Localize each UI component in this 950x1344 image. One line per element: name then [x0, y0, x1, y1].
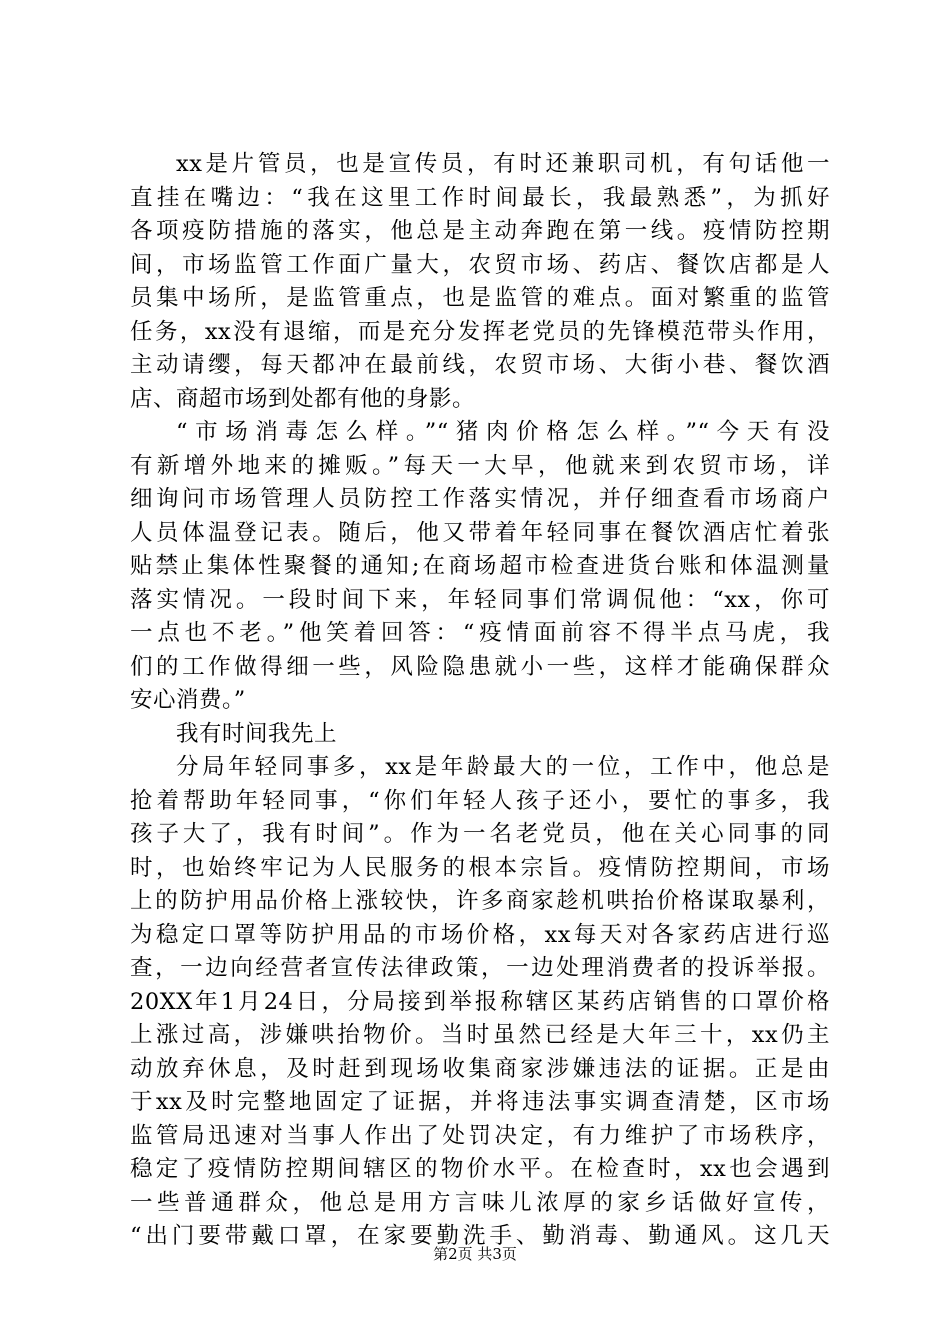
paragraph-line: xx是片管员，也是宣传员，有时还兼职司机，有句话他一	[176, 151, 830, 177]
paragraph-line: 上的防护用品价格上涨较快，许多商家趁机哄抬价格谋取暴利，	[130, 888, 830, 914]
paragraph-line: 抢着帮助年轻同事，“你们年轻人孩子还小，要忙的事多，我	[130, 787, 830, 814]
paragraph-line: 监管局迅速对当事人作出了处罚决定，有力维护了市场秩序，	[130, 1122, 830, 1149]
paragraph-line: 分局年轻同事多，xx是年龄最大的一位，工作中，他总是	[176, 754, 830, 780]
paragraph-line: 时，也始终牢记为人民服务的根本宗旨。疫情防控期间，市场	[130, 854, 830, 881]
paragraph-line: 直挂在嘴边：“我在这里工作时间最长，我最熟悉”，为抓好	[130, 184, 830, 211]
paragraph-line: 一点也不老。”他笑着回答：“疫情面前容不得半点马虎，我	[130, 620, 830, 646]
page-number-footer: 第2页 共3页	[433, 1245, 517, 1263]
paragraph-line: 人员体温登记表。随后，他又带着年轻同事在餐饮酒店忙着张	[130, 519, 830, 546]
paragraph-line: 各项疫防措施的落实，他总是主动奔跑在第一线。疫情防控期	[130, 218, 830, 244]
paragraph-line: 查，一边向经营者宣传法律政策，一边处理消费者的投诉举报。	[130, 955, 830, 981]
paragraph-line: 落实情况。一段时间下来，年轻同事们常调侃他：“xx，你可	[130, 586, 830, 613]
article-body	[130, 148, 830, 1254]
paragraph-line: 贴禁止集体性聚餐的通知;在商场超市检查进货台账和体温测量	[130, 553, 830, 579]
paragraph-line: 间，市场监管工作面广量大，农贸市场、药店、餐饮店都是人	[130, 251, 830, 278]
paragraph-line: 细询问市场管理人员防控工作落实情况，并仔细查看市场商户	[130, 486, 830, 512]
paragraph-line: 稳定了疫情防控期间辖区的物价水平。在检查时，xx也会遇到	[130, 1156, 830, 1182]
paragraph-line: 任务，xx没有退缩，而是充分发挥老党员的先锋模范带头作用，	[130, 318, 830, 345]
paragraph-line: 为稳定口罩等防护用品的市场价格，xx每天对各家药店进行巡	[130, 921, 830, 948]
paragraph-line: 有新增外地来的摊贩。”每天一大早，他就来到农贸市场，详	[130, 452, 830, 479]
paragraph-line: “出门要带戴口罩，在家要勤洗手、勤消毒、勤通风。这几天	[130, 1223, 830, 1249]
paragraph-line: 孩子大了，我有时间”。作为一名老党员，他在关心同事的同	[130, 821, 830, 847]
paragraph-line: 于xx及时完整地固定了证据，并将违法事实调查清楚，区市场	[130, 1089, 830, 1115]
paragraph-line: 一些普通群众，他总是用方言味儿浓厚的家乡话做好宣传，	[130, 1189, 830, 1216]
paragraph-line: 安心消费。”	[130, 687, 246, 713]
paragraph-line: 员集中场所，是监管重点，也是监管的难点。面对繁重的监管	[130, 285, 830, 311]
paragraph-line: 们的工作做得细一些，风险隐患就小一些，这样才能确保群众	[130, 653, 830, 680]
paragraph-line: 上涨过高，涉嫌哄抬物价。当时虽然已经是大年三十，xx仍主	[130, 1022, 830, 1048]
paragraph-line: 主动请缨，每天都冲在最前线，农贸市场、大街小巷、餐饮酒	[130, 352, 830, 378]
paragraph-line: 20XX年1月24日，分局接到举报称辖区某药店销售的口罩价格	[130, 988, 830, 1015]
paragraph-line: 店、商超市场到处都有他的身影。	[130, 385, 476, 412]
section-heading: 我有时间我先上	[176, 720, 338, 747]
paragraph-line: 动放弃休息，及时赶到现场收集商家涉嫌违法的证据。正是由	[130, 1055, 830, 1082]
paragraph-line: “市场消毒怎么样。”“猪肉价格怎么样。”“今天有没	[176, 419, 830, 445]
